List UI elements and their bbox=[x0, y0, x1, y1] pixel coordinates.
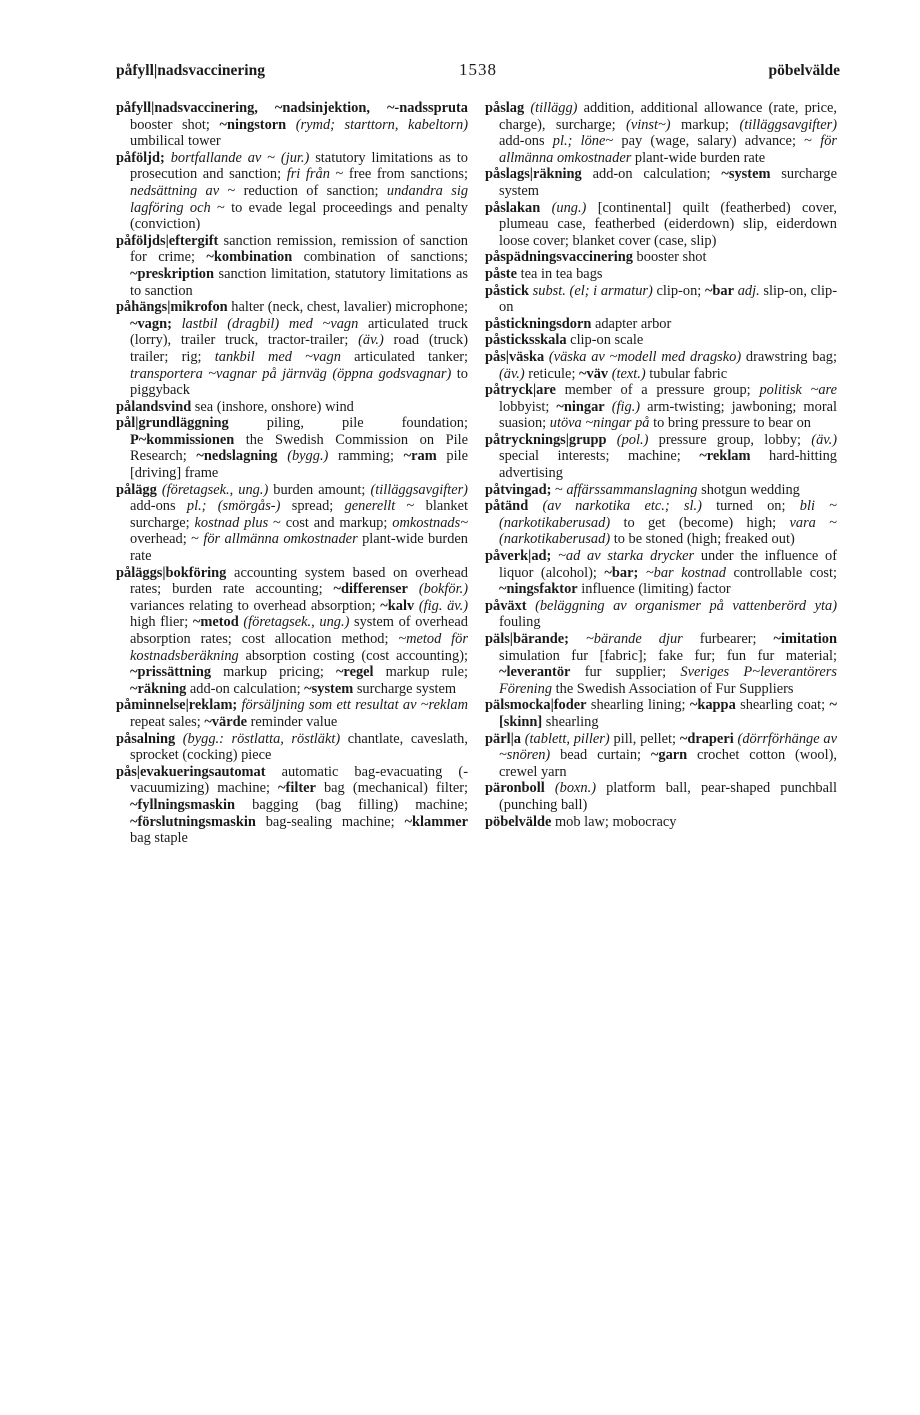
definition-text: shotgun wedding bbox=[697, 481, 800, 498]
dictionary-entry bbox=[116, 399, 468, 416]
definition-text: articulated tanker; bbox=[340, 348, 469, 365]
definition-text: piling, pile foundation; bbox=[228, 415, 468, 432]
headword: påslag bbox=[485, 100, 525, 116]
italic-gloss: vara bbox=[789, 514, 816, 531]
definition-text: slip-on, clip-on bbox=[499, 282, 837, 316]
definition-text: simulation fur [fabric]; fake fur; fun fur material; bbox=[499, 647, 837, 664]
page-number: 1538 bbox=[459, 60, 497, 79]
italic-gloss: (av narkotika etc.; sl.) bbox=[542, 498, 702, 515]
headword: ~kombination bbox=[206, 249, 293, 266]
definition-text: automatic bag-evacuating (-vacuumizing) machine; bbox=[130, 763, 468, 797]
headword: påverk|ad; bbox=[485, 548, 552, 565]
running-header bbox=[116, 60, 840, 86]
dictionary-entry bbox=[485, 200, 837, 250]
headword: pålandsvind bbox=[116, 398, 192, 415]
definition-text: umbilical tower bbox=[130, 133, 221, 150]
italic-gloss: lastbil (dragbil) med ~vagn bbox=[181, 315, 359, 332]
headword: P~kommissionen bbox=[130, 431, 235, 448]
definition-text: special interests; machine; bbox=[499, 448, 700, 465]
headword: ~ram bbox=[403, 448, 437, 465]
dictionary-entry bbox=[485, 266, 837, 283]
headword: pärl|a bbox=[485, 730, 521, 747]
dictionary-entry bbox=[485, 100, 837, 166]
italic-gloss: (företagsek., ung.) bbox=[161, 481, 269, 498]
definition-text: furbearer; bbox=[682, 631, 774, 647]
headword: påspädningsvaccinering bbox=[485, 249, 633, 266]
definition-text: combination of sanctions; bbox=[292, 249, 469, 266]
definition-text: booster shot bbox=[632, 249, 707, 266]
definition-text: pile [driving] frame bbox=[130, 448, 468, 482]
headword: påtryck|are bbox=[485, 382, 556, 399]
dictionary-entry bbox=[485, 697, 837, 730]
headword: ~kappa bbox=[689, 697, 736, 714]
definition-text: shearling lining; bbox=[586, 697, 690, 714]
italic-gloss: (boxn.) bbox=[554, 780, 596, 797]
definition-text: pressure group, lobby; bbox=[648, 431, 812, 448]
headword: ~reklam bbox=[699, 448, 751, 465]
definition-text: hard-hitting advertising bbox=[499, 448, 837, 482]
headword: påsalning bbox=[116, 730, 176, 747]
headword: ~värde bbox=[204, 713, 247, 730]
dictionary-entry bbox=[485, 780, 837, 813]
headword: påminnelse|reklam; bbox=[116, 697, 238, 714]
italic-gloss: (tilläggsavgifter) bbox=[739, 116, 837, 133]
italic-gloss: affärssammanslagning bbox=[566, 481, 698, 498]
definition-text: surcharge system bbox=[353, 680, 457, 697]
header-left-guideword: påfyll|nadsvaccinering bbox=[116, 62, 265, 79]
definition-text: high flier; bbox=[130, 614, 193, 631]
definition-text bbox=[286, 117, 296, 133]
headword: påföljd; bbox=[116, 149, 165, 166]
italic-gloss: (beläggning av organismer på vattenberörd yta) bbox=[535, 597, 837, 614]
dictionary-entry bbox=[485, 482, 837, 499]
definition-text: surcharge system bbox=[499, 166, 837, 199]
italic-gloss: (tablett, piller) bbox=[524, 730, 610, 747]
definition-text bbox=[545, 780, 555, 796]
italic-gloss: (dörrförhänge av ~snören) bbox=[499, 730, 837, 764]
dictionary-entry bbox=[485, 548, 837, 598]
definition-text bbox=[605, 399, 612, 415]
definition-text: statutory limitations as to prosecution and sanction; bbox=[130, 149, 469, 183]
headword: ~imitation bbox=[773, 631, 837, 647]
definition-text: turned on; bbox=[701, 498, 800, 515]
headword: ~ningsfaktor bbox=[499, 581, 578, 598]
italic-gloss: (text.) bbox=[611, 365, 646, 382]
italic-gloss: (äv.) bbox=[811, 431, 837, 448]
dictionary-entry bbox=[485, 814, 837, 831]
headword: pälsmocka|foder bbox=[485, 697, 587, 714]
definition-text bbox=[638, 565, 646, 581]
italic-gloss: ~bärande djur bbox=[585, 631, 683, 647]
definition-text: mob law; mobocracy bbox=[551, 813, 677, 830]
headword: ~prissättning bbox=[130, 664, 212, 681]
definition-text: fur supplier; bbox=[570, 664, 681, 681]
definition-text: plant-wide burden rate bbox=[130, 531, 468, 565]
definition-text: clip-on scale bbox=[566, 332, 644, 349]
italic-gloss: (bygg.) bbox=[287, 448, 329, 465]
dictionary-entry bbox=[485, 498, 837, 548]
headword: påtvingad; bbox=[485, 481, 552, 498]
definition-text: arm-twisting; jawboning; moral suasion; bbox=[499, 398, 837, 432]
italic-gloss: adj. bbox=[737, 282, 760, 299]
definition-text: add-ons bbox=[130, 498, 187, 515]
definition-text bbox=[527, 598, 535, 614]
headword: ~bar bbox=[704, 282, 735, 299]
headword: påhängs|mikrofon bbox=[116, 299, 228, 316]
definition-text: sanction limitation, statutory limitations as to sanction bbox=[130, 265, 468, 299]
italic-gloss: för allmänna omkostnader bbox=[499, 133, 837, 166]
definition-text bbox=[540, 200, 551, 216]
italic-gloss: (bygg.: röstlatta, röstläkt) bbox=[182, 730, 341, 747]
dictionary-entry bbox=[116, 233, 468, 299]
definition-text bbox=[408, 581, 419, 597]
headword: ~filter bbox=[278, 780, 316, 797]
definition-text: to get (become) high; bbox=[610, 514, 790, 531]
italic-gloss: (tillägg) bbox=[530, 100, 578, 116]
italic-gloss: försäljning som ett resultat av ~reklam bbox=[241, 697, 468, 714]
italic-gloss: nedsättning av bbox=[130, 182, 220, 199]
definition-text: to bring pressure to bear on bbox=[649, 415, 811, 432]
headword: ~[skinn] bbox=[499, 697, 837, 730]
headword: påstick bbox=[485, 282, 529, 299]
italic-gloss: Sveriges P~leverantörers Förening bbox=[499, 664, 837, 697]
italic-gloss: ~ad av starka drycker bbox=[558, 548, 695, 565]
definition-text: add-on calculation; bbox=[186, 680, 305, 697]
definition-text: accounting system based on overhead rates; burden rate accounting; bbox=[130, 564, 468, 598]
headword: påste bbox=[485, 265, 517, 282]
definition-text: crochet cotton (wool), crewel yarn bbox=[499, 747, 837, 780]
definition-text bbox=[528, 498, 542, 514]
headword: ~ningstorn bbox=[219, 116, 287, 133]
definition-text: add-ons bbox=[499, 133, 553, 150]
definition-text: bagging (bag filling) machine; bbox=[235, 796, 468, 813]
headword: påslakan bbox=[485, 199, 541, 216]
definition-text bbox=[175, 731, 183, 747]
definition-text bbox=[172, 316, 182, 332]
italic-gloss: omkostnads~ bbox=[392, 514, 468, 531]
headword: pål|grundläggning bbox=[116, 415, 229, 432]
definition-text: tea in tea bags bbox=[516, 265, 603, 282]
definition-text: [continental] quilt (featherbed) cover, plumeau case, featherbed (eiderdown) slip, eiderdown loose cover; blanket cover (case, slip) bbox=[499, 199, 837, 249]
definition-text: halter (neck, chest, lavalier) microphone; bbox=[227, 299, 468, 316]
italic-gloss: pl.; (smörgås-) bbox=[186, 498, 281, 515]
headword: ~ningar bbox=[556, 398, 605, 415]
definition-text: reticule; bbox=[524, 365, 580, 382]
definition-text: booster shot; bbox=[130, 116, 220, 133]
headword: pås|evakueringsautomat bbox=[116, 763, 266, 780]
headword: påföljds|eftergift bbox=[116, 232, 219, 249]
definition-text: platform ball, pear-shaped punchball (punching ball) bbox=[499, 780, 838, 813]
definition-text: absorption costing (cost accounting); bbox=[238, 647, 468, 664]
italic-gloss: (företagsek., ung.) bbox=[243, 614, 350, 631]
headword: ~räkning bbox=[130, 680, 187, 697]
definition-text: controllable cost; bbox=[725, 564, 837, 581]
definition-text: shearling coat; bbox=[735, 697, 830, 714]
dictionary-entry bbox=[116, 764, 468, 847]
definition-text: clip-on; bbox=[652, 282, 705, 299]
italic-gloss: ~bar kostnad bbox=[645, 564, 726, 581]
dictionary-entry bbox=[485, 598, 837, 631]
definition-text: under the influence of liquor (alcohol); bbox=[499, 548, 837, 581]
definition-text: pill, pellet; bbox=[609, 730, 680, 747]
italic-gloss: för allmänna omkostnader bbox=[203, 531, 358, 548]
dictionary-entry bbox=[485, 249, 837, 266]
dictionary-entry bbox=[485, 432, 837, 482]
left-column bbox=[116, 100, 468, 847]
dictionary-entry bbox=[116, 150, 468, 233]
definition-text bbox=[278, 448, 288, 464]
right-column bbox=[485, 100, 837, 830]
definition-text: road (truck) trailer; rig; bbox=[130, 332, 468, 365]
dictionary-entry bbox=[116, 415, 468, 481]
headword: ~preskription bbox=[130, 265, 214, 282]
italic-gloss: (pol.) bbox=[616, 431, 649, 448]
definition-text: spread; bbox=[280, 498, 345, 515]
dictionary-entry bbox=[485, 349, 837, 382]
definition-text: the Swedish Commission on Pile Research; bbox=[130, 431, 468, 465]
italic-gloss: (äv.) bbox=[358, 332, 384, 349]
headword: ~garn bbox=[650, 747, 688, 764]
dictionary-entry bbox=[116, 482, 468, 565]
headword: pöbelvälde bbox=[485, 813, 552, 830]
headword: påtänd bbox=[485, 498, 529, 515]
headword: ~regel bbox=[335, 664, 374, 681]
dictionary-entry bbox=[116, 299, 468, 399]
headword: ~metod bbox=[192, 614, 239, 631]
italic-gloss: undandra sig lagföring och bbox=[130, 182, 469, 216]
headword: ~draperi bbox=[679, 730, 734, 747]
definition-text: ~ cost and markup; bbox=[268, 514, 393, 531]
dictionary-entry bbox=[116, 565, 468, 698]
italic-gloss: generellt bbox=[344, 498, 396, 515]
italic-gloss: pl.; löne~ bbox=[552, 133, 614, 150]
definition-text: add-on calculation; bbox=[581, 166, 722, 183]
italic-gloss: (ung.) bbox=[551, 199, 587, 216]
definition-text: system of overhead absorption rates; cost allocation method; bbox=[130, 614, 468, 647]
headword: päronboll bbox=[485, 780, 545, 797]
header-right-guideword: pöbelvälde bbox=[768, 62, 840, 79]
definition-text: markup; bbox=[670, 116, 740, 133]
definition-text: bead curtain; bbox=[550, 747, 651, 764]
italic-gloss: (tilläggsavgifter) bbox=[370, 481, 468, 498]
definition-text: ~ to evade legal proceedings and penalty (conviction) bbox=[130, 199, 468, 233]
definition-text: the Swedish Association of Fur Suppliers bbox=[552, 680, 794, 697]
headword: påsticksskala bbox=[485, 332, 567, 349]
italic-gloss: fri från bbox=[286, 166, 330, 183]
headword: påtrycknings|grupp bbox=[485, 431, 607, 448]
headword: ~klammer bbox=[404, 813, 468, 830]
italic-gloss: (fig. äv.) bbox=[418, 597, 468, 614]
headword: ~bar; bbox=[604, 564, 639, 581]
headword: ~nedslagning bbox=[196, 448, 278, 465]
dictionary-entry bbox=[116, 697, 468, 730]
dictionary-entry bbox=[485, 283, 837, 316]
definition-text: markup pricing; bbox=[211, 664, 336, 681]
headword: päls|bärande; bbox=[485, 631, 569, 647]
italic-gloss: politisk ~are bbox=[759, 382, 837, 399]
italic-gloss: (rymd; starttorn, kabeltorn) bbox=[295, 116, 469, 133]
definition-text: to be stoned (high; freaked out) bbox=[610, 531, 795, 548]
definition-text: repeat sales; bbox=[130, 713, 205, 730]
definition-text: bag-sealing machine; bbox=[255, 813, 405, 830]
headword: ~kalv bbox=[380, 597, 415, 614]
definition-text: chantlate, caveslath, sprocket (cocking) piece bbox=[130, 730, 468, 764]
definition-text: drawstring bag; bbox=[741, 348, 837, 365]
italic-gloss: (fig.) bbox=[611, 398, 641, 415]
italic-gloss: ~metod för kostnadsberäkning bbox=[130, 631, 468, 664]
italic-gloss: (äv.) bbox=[499, 365, 525, 382]
definition-text bbox=[607, 432, 617, 448]
definition-text: variances relating to overhead absorption; bbox=[130, 597, 381, 614]
definition-text: member of a pressure group; bbox=[555, 382, 760, 399]
headword: påstickningsdorn bbox=[485, 315, 592, 332]
definition-text: overhead; ~ bbox=[130, 531, 204, 548]
definition-text: ~ bbox=[815, 514, 837, 531]
definition-text: shearling bbox=[542, 713, 599, 730]
definition-text: ~ reduction of sanction; bbox=[219, 182, 387, 199]
headword: påväxt bbox=[485, 597, 527, 614]
italic-gloss: utöva ~ningar på bbox=[549, 415, 650, 432]
italic-gloss: (väska av ~modell med dragsko) bbox=[548, 348, 742, 365]
italic-gloss: kostnad plus bbox=[194, 514, 269, 531]
definition-text: sanction remission, remission of sanction for crime; bbox=[130, 232, 468, 266]
headword: pålägg bbox=[116, 481, 157, 498]
headword: ~differenser bbox=[333, 581, 408, 598]
definition-text: influence (limiting) factor bbox=[577, 581, 731, 598]
italic-gloss: transportera ~vagnar på järnväg (öppna godsvagnar) bbox=[130, 365, 452, 382]
dictionary-entry bbox=[116, 731, 468, 764]
headword: påfyll|nadsvaccinering, ~nadsinjektion, ~-nadsspruta bbox=[116, 100, 468, 116]
definition-text: burden amount; bbox=[268, 481, 371, 498]
dictionary-entry bbox=[485, 382, 837, 432]
dictionary-entry bbox=[116, 100, 468, 150]
definition-text: lobbyist; bbox=[499, 398, 557, 415]
definition-text: ~ blanket surcharge; bbox=[130, 498, 468, 531]
definition-text: to piggyback bbox=[130, 365, 468, 399]
dictionary-entry bbox=[485, 731, 837, 781]
dictionary-entry bbox=[485, 332, 837, 349]
definition-text: addition, additional allowance (rate, price, charge), surcharge; bbox=[499, 100, 837, 133]
italic-gloss: (narkotikaberusad) bbox=[499, 531, 611, 548]
definition-text: plant-wide burden rate bbox=[631, 149, 766, 166]
italic-gloss: (narkotikaberusad) bbox=[499, 514, 611, 531]
headword: påläggs|bokföring bbox=[116, 564, 227, 581]
definition-text: ~ bbox=[261, 149, 281, 166]
definition-text: pay (wage, salary) advance; ~ bbox=[613, 133, 821, 150]
definition-text: reminder value bbox=[246, 713, 338, 730]
dictionary-entry bbox=[485, 316, 837, 333]
definition-text: ~ free from sanctions; bbox=[329, 166, 469, 183]
italic-gloss: bortfallande av bbox=[170, 149, 262, 166]
definition-text: ~ bbox=[814, 498, 837, 515]
definition-text: bag (mechanical) filter; bbox=[315, 780, 468, 797]
definition-text: adapter arbor bbox=[591, 315, 672, 332]
definition-text: bag staple bbox=[130, 830, 188, 847]
definition-text: markup rule; bbox=[373, 664, 468, 681]
italic-gloss: (vinst~) bbox=[626, 116, 671, 133]
definition-text: tubular fabric bbox=[645, 365, 728, 382]
italic-gloss: bli bbox=[799, 498, 815, 515]
definition-text: sea (inshore, onshore) wind bbox=[191, 398, 354, 415]
headword: pås|väska bbox=[485, 348, 545, 365]
dictionary-entry bbox=[485, 166, 837, 199]
headword: ~system bbox=[304, 680, 354, 697]
definition-text: ramming; bbox=[328, 448, 404, 465]
headword: ~vagn; bbox=[130, 315, 172, 332]
italic-gloss: tankbil med ~vagn bbox=[214, 348, 341, 365]
definition-text bbox=[569, 631, 586, 647]
definition-text: fouling bbox=[499, 614, 541, 631]
headword: ~leverantör bbox=[499, 664, 571, 681]
headword: ~system bbox=[721, 166, 771, 183]
headword: påslags|räkning bbox=[485, 166, 582, 183]
italic-gloss: (jur.) bbox=[280, 149, 310, 166]
headword: ~förslutningsmaskin bbox=[130, 813, 256, 830]
definition-text: articulated truck (lorry), trailer truck, tractor-trailer; bbox=[130, 315, 468, 349]
headword: ~väv bbox=[579, 365, 609, 382]
dictionary-entry bbox=[485, 631, 837, 697]
headword: ~fyllningsmaskin bbox=[130, 796, 236, 813]
italic-gloss: subst. (el; i armatur) bbox=[532, 282, 653, 299]
definition-text: ~ bbox=[551, 481, 567, 498]
italic-gloss: (bokför.) bbox=[418, 581, 468, 598]
